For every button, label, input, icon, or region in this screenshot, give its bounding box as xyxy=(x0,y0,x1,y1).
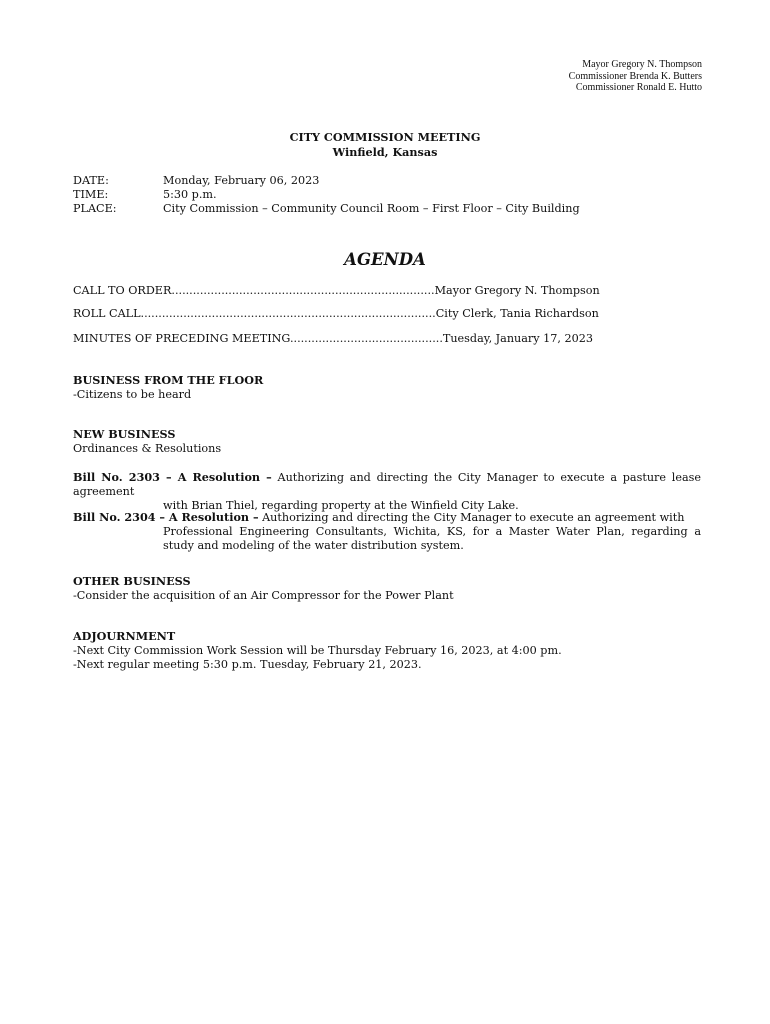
place-value: City Commission – Community Council Room – First Floor – City Building xyxy=(163,201,580,215)
bill-number: Bill No. 2303 – A Resolution – xyxy=(73,470,272,484)
agenda-item-label: CALL TO ORDER xyxy=(73,284,172,297)
meeting-details xyxy=(73,174,580,215)
agenda-heading: AGENDA xyxy=(344,250,426,269)
agenda-item-value: City Clerk, Tania Richardson xyxy=(435,307,599,320)
bill-2303 xyxy=(73,470,701,513)
other-business-title: OTHER BUSINESS xyxy=(73,574,191,588)
agenda-item-value: Tuesday, January 17, 2023 xyxy=(442,332,593,345)
bill-description-rest: Professional Engineering Consultants, Wichita, KS, for a Master Water Plan, regarding a study and modeling of the water distribution system. xyxy=(163,525,701,552)
adjournment-line-2: -Next regular meeting 5:30 p.m. Tuesday, February 21, 2023. xyxy=(73,657,422,671)
business-from-floor-title: BUSINESS FROM THE FLOOR xyxy=(73,373,264,387)
date-label: DATE: xyxy=(73,174,109,187)
agenda-item-label: MINUTES OF PRECEDING MEETING xyxy=(73,332,290,345)
agenda-item-leader: .......................................................................... xyxy=(171,284,435,297)
meeting-title xyxy=(0,130,770,160)
business-from-floor-line: -Citizens to be heard xyxy=(73,387,192,401)
new-business-line: Ordinances & Resolutions xyxy=(73,441,222,455)
agenda-item-roll-call xyxy=(73,307,599,320)
agenda-item-label: ROLL CALL xyxy=(73,307,141,320)
time-label: TIME: xyxy=(73,187,109,201)
agenda-item-call-to-order xyxy=(73,284,600,297)
bill-number: Bill No. 2304 – A Resolution – xyxy=(73,510,259,524)
time-row xyxy=(73,188,580,202)
agenda-item-leader: ................................................................................... xyxy=(140,307,436,320)
new-business-title: NEW BUSINESS xyxy=(73,427,176,441)
agenda-item-value: Mayor Gregory N. Thompson xyxy=(434,284,600,297)
bill-description-rest: with Brian Thiel, regarding property at the Winfield City Lake. xyxy=(163,499,519,512)
time-value: 5:30 p.m. xyxy=(163,187,217,201)
place-row xyxy=(73,202,580,216)
official-mayor: Mayor Gregory N. Thompson xyxy=(582,59,702,70)
date-value: Monday, February 06, 2023 xyxy=(163,174,320,187)
meeting-title-line2: Winfield, Kansas xyxy=(332,145,438,159)
agenda-item-leader: ........................................... xyxy=(289,332,443,345)
official-commissioner-1: Commissioner Brenda K. Butters xyxy=(568,70,702,82)
other-business-line: -Consider the acquisition of an Air Compressor for the Power Plant xyxy=(73,588,454,602)
adjournment-title: ADJOURNMENT xyxy=(73,629,176,643)
other-business-section xyxy=(73,575,703,603)
bill-description-first: Authorizing and directing the City Manager to execute a pasture lease agreement xyxy=(73,471,701,498)
agenda-item-minutes xyxy=(73,332,593,345)
officials-list xyxy=(569,59,702,94)
bill-description-first: Authorizing and directing the City Manager to execute an agreement with xyxy=(258,511,685,524)
bill-2304 xyxy=(73,510,701,553)
business-from-floor-section xyxy=(73,374,703,402)
adjournment-section xyxy=(73,630,703,671)
official-commissioner-2: Commissioner Ronald E. Hutto xyxy=(575,82,702,93)
date-row xyxy=(73,174,580,188)
meeting-title-line1: CITY COMMISSION MEETING xyxy=(289,130,481,144)
adjournment-line-1: -Next City Commission Work Session will be Thursday February 16, 2023, at 4:00 pm. xyxy=(73,643,562,657)
new-business-section xyxy=(73,428,703,456)
place-label: PLACE: xyxy=(73,201,117,215)
